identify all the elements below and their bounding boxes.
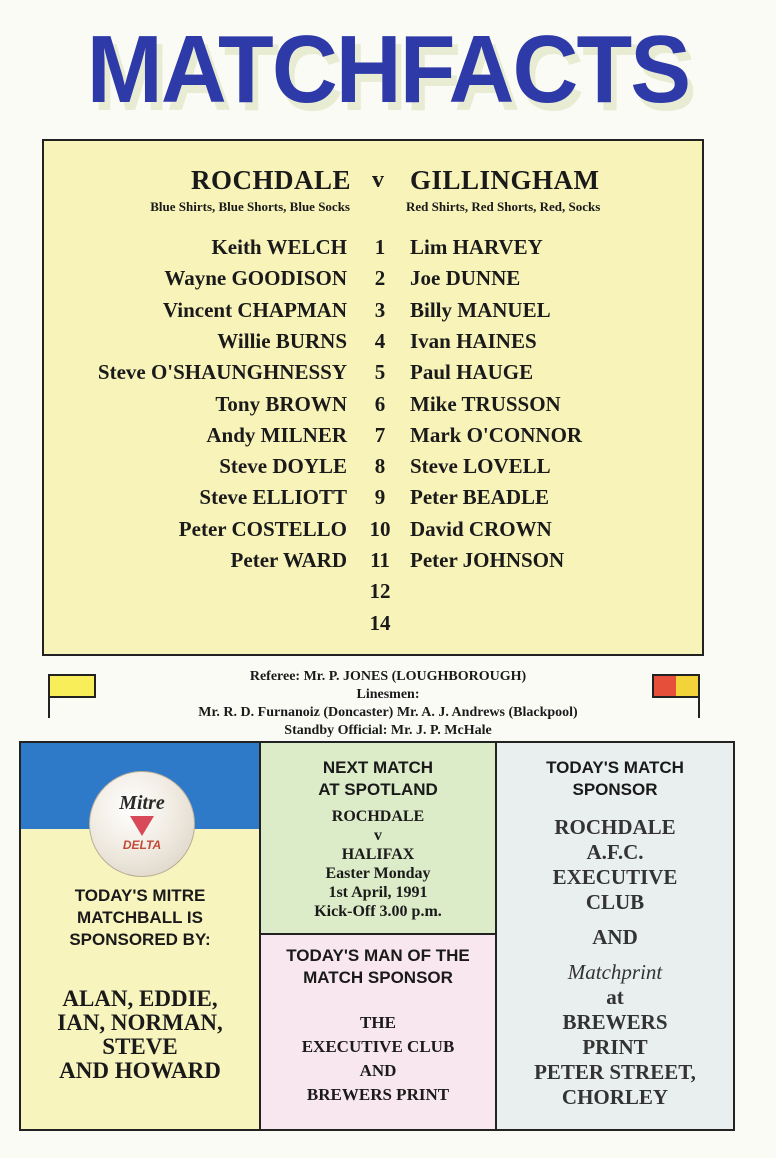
shirt-number: 9 — [374, 485, 386, 510]
next-match-heading — [261, 757, 495, 801]
away-player-name: Mike TRUSSON — [410, 391, 561, 416]
sponsor-line: BREWERS PRINT — [306, 1085, 450, 1104]
name-line: ALAN, EDDIE, — [62, 986, 218, 1011]
team-lineup-panel — [42, 139, 704, 656]
sponsor-line: AND — [592, 925, 638, 949]
sponsor-line: at — [606, 985, 624, 1009]
sponsor-line: PRINT — [582, 1035, 648, 1059]
away-player-name: Peter JOHNSON — [410, 548, 565, 572]
lineup-row — [44, 579, 702, 610]
detail-line: ROCHDALE — [331, 808, 425, 825]
shirt-number: 11 — [370, 548, 390, 572]
away-player-name: Peter BEADLE — [410, 485, 550, 510]
away-player-name: Steve LOVELL — [410, 454, 551, 479]
matchball-sponsor-names — [21, 987, 259, 1083]
lineup-row — [44, 517, 702, 548]
name-line: STEVE — [102, 1034, 178, 1059]
lineup-row — [44, 485, 702, 516]
yellow-flag-icon — [48, 674, 96, 698]
man-of-match-sponsors — [261, 1011, 495, 1107]
sponsor-line: BREWERS — [562, 1010, 668, 1034]
versus-label: v — [372, 167, 384, 193]
sponsor-line: A.F.C. — [586, 840, 644, 864]
shirt-number: 14 — [369, 610, 391, 635]
sponsor-line: THE — [360, 1013, 396, 1032]
matchball-sponsor-label — [21, 885, 259, 951]
match-sponsor-heading — [497, 757, 733, 801]
linesmen-label: Linesmen: — [356, 687, 420, 702]
away-player-name: Lim HARVEY — [410, 235, 543, 259]
away-player-name: Joe DUNNE — [410, 266, 521, 291]
man-of-match-heading — [261, 945, 495, 989]
shirt-number: 4 — [374, 328, 386, 353]
lineup-row — [44, 266, 702, 297]
ball-triangle-icon — [130, 816, 154, 836]
home-player-name: Vincent CHAPMAN — [162, 297, 347, 322]
away-kit-colors: Red Shirts, Red Shorts, Red, Socks — [406, 199, 601, 214]
sponsor-line: CLUB — [585, 890, 645, 914]
detail-line: HALIFAX — [341, 846, 415, 863]
detail-line: Easter Monday — [325, 865, 431, 882]
shirt-number: 1 — [374, 235, 386, 259]
ball-brand-text: Mitre — [119, 792, 165, 814]
away-player-name: David CROWN — [410, 516, 552, 541]
match-sponsor-panel — [495, 741, 735, 1131]
ball-model-text: DELTA — [122, 838, 162, 852]
matchball-sponsor-panel — [19, 741, 261, 1131]
referee-line: Referee: Mr. P. JONES (LOUGHBOROUGH) — [249, 669, 527, 684]
name-line: AND HOWARD — [59, 1058, 221, 1083]
home-kit-colors: Blue Shirts, Blue Shorts, Blue Socks — [150, 199, 350, 214]
lineup-row — [44, 329, 702, 360]
home-player-name: Tony BROWN — [215, 391, 347, 416]
home-player-name: Steve DOYLE — [219, 454, 347, 479]
shirt-number: 3 — [374, 297, 386, 322]
detail-line: Kick-Off 3.00 p.m. — [314, 903, 442, 920]
football-icon — [89, 771, 195, 877]
home-player-name: Willie BURNS — [217, 328, 347, 353]
home-player-name: Wayne GOODISON — [164, 266, 347, 291]
shirt-number: 2 — [374, 266, 386, 291]
red-yellow-flag-icon — [652, 674, 700, 698]
detail-line: 1st April, 1991 — [328, 884, 428, 901]
home-team-name: ROCHDALE — [190, 165, 351, 195]
name-line: IAN, NORMAN, — [57, 1010, 223, 1035]
home-player-name: Steve ELLIOTT — [199, 485, 347, 510]
sponsor-line: AND — [359, 1061, 397, 1080]
home-player-name: Keith WELCH — [211, 235, 347, 259]
label-line: SPONSORED BY: — [69, 930, 211, 949]
label-line: MATCHBALL IS — [77, 908, 203, 927]
next-match-details — [261, 807, 495, 921]
home-player-name: Peter WARD — [230, 548, 347, 572]
heading-line: NEXT MATCH — [322, 758, 434, 777]
home-player-name: Andy MILNER — [206, 422, 347, 447]
lineup-row — [44, 423, 702, 454]
shirt-number: 10 — [369, 516, 391, 541]
lineup-row — [44, 360, 702, 391]
linesmen-names: Mr. R. D. Furnanoiz (Doncaster) Mr. A. J. Andrews (Blackpool) — [198, 705, 578, 720]
shirt-number: 8 — [374, 454, 386, 479]
away-player-name: Ivan HAINES — [410, 328, 537, 353]
standby-official: Standby Official: Mr. J. P. McHale — [284, 723, 492, 738]
away-player-name: Billy MANUEL — [410, 297, 551, 322]
heading-line: AT SPOTLAND — [318, 780, 438, 799]
page-title: MATCHFACTS — [86, 16, 690, 123]
home-player-name: Steve O'SHAUNGHNESSY — [97, 360, 347, 385]
shirt-number: 6 — [374, 391, 386, 416]
heading-line: MATCH SPONSOR — [303, 968, 453, 987]
match-sponsor-details — [497, 815, 733, 1110]
away-player-name: Paul HAUGE — [410, 360, 534, 385]
heading-line: TODAY'S MAN OF THE — [286, 946, 470, 965]
label-line: TODAY'S MITRE — [74, 886, 206, 905]
detail-line: v — [374, 827, 382, 844]
away-team-name: GILLINGHAM — [410, 165, 600, 195]
sponsor-line: Matchprint — [567, 960, 663, 984]
lineup-row — [44, 548, 702, 579]
man-of-match-panel — [259, 933, 497, 1131]
lineup-row — [44, 235, 702, 266]
sponsor-line: CHORLEY — [561, 1085, 669, 1109]
heading-line: TODAY'S MATCH — [546, 758, 684, 777]
sponsor-line: EXECUTIVE — [552, 865, 678, 889]
lineup-row — [44, 611, 702, 642]
lineup-row — [44, 392, 702, 423]
shirt-number: 12 — [369, 579, 391, 604]
shirt-number: 7 — [374, 422, 386, 447]
sponsor-line: EXECUTIVE CLUB — [301, 1037, 455, 1056]
lineup-row — [44, 454, 702, 485]
next-match-panel — [259, 741, 497, 935]
sponsor-line: PETER STREET, — [534, 1060, 696, 1084]
sponsor-line: ROCHDALE — [554, 815, 676, 839]
away-player-name: Mark O'CONNOR — [410, 422, 583, 447]
shirt-number: 5 — [374, 360, 386, 385]
home-player-name: Peter COSTELLO — [178, 516, 347, 541]
heading-line: SPONSOR — [572, 780, 658, 799]
lineup-row — [44, 298, 702, 329]
